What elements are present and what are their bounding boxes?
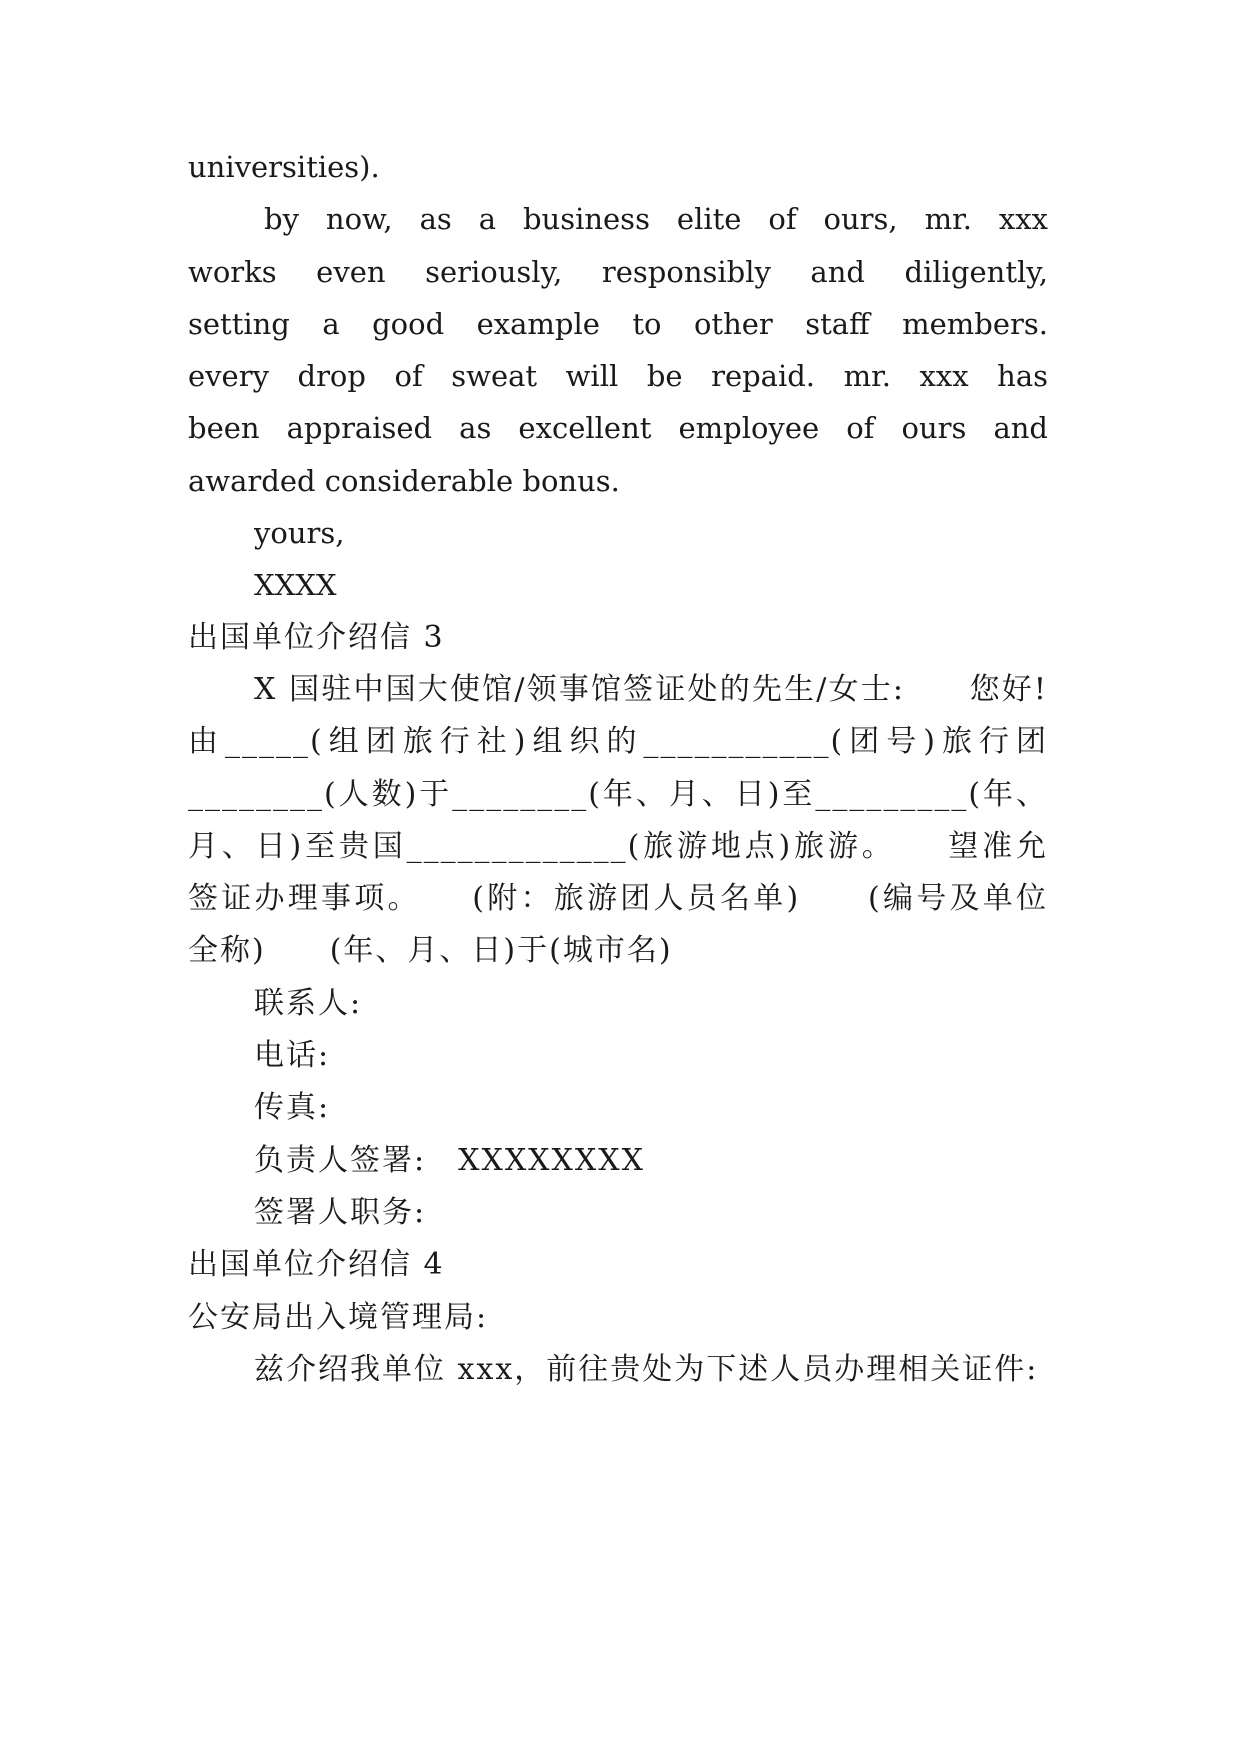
- signature-name: XXXX: [254, 568, 337, 602]
- signer-title-label: 签署人职务:: [254, 1195, 427, 1230]
- section-heading: 出国单位介绍信 3: [188, 620, 445, 655]
- text-line: been appraised as excellent employee of ours and: [188, 411, 1048, 445]
- phone-label: 电话:: [254, 1038, 331, 1073]
- text-line: X 国驻中国大使馆/领事馆签证处的先生/女士: 您好!: [254, 672, 1048, 707]
- text-line: 兹介绍我单位 xxx，前往贵处为下述人员办理相关证件:: [254, 1352, 1039, 1387]
- closing-salutation: yours,: [254, 516, 345, 550]
- text-line: setting a good example to other staff members.: [188, 307, 1048, 341]
- text-line: works even seriously, responsibly and diligently,: [188, 255, 1048, 289]
- contact-person-label: 联系人:: [254, 986, 363, 1021]
- text-line: 月、日)至贵国_____________(旅游地点)旅游。 望准允: [188, 829, 1048, 864]
- text-line: universities).: [188, 150, 380, 184]
- text-line: 签证办理事项。 (附：旅游团人员名单) (编号及单位: [188, 881, 1048, 916]
- text-line: 全称) (年、月、日)于(城市名): [188, 933, 673, 968]
- recipient-line: 公安局出入境管理局:: [188, 1300, 489, 1335]
- text-line: awarded considerable bonus.: [188, 464, 620, 498]
- text-line: by now, as a business elite of ours, mr. xxx: [264, 202, 1048, 236]
- text-line: 由_____(组团旅行社)组织的___________(团号)旅行团: [188, 724, 1048, 759]
- text-line: ________(人数)于________(年、月、日)至_________(年、: [188, 777, 1048, 812]
- fax-label: 传真:: [254, 1090, 331, 1125]
- responsible-signature-line: 负责人签署: XXXXXXXX: [254, 1143, 645, 1178]
- text-line: every drop of sweat will be repaid. mr. xxx has: [188, 359, 1048, 393]
- section-heading: 出国单位介绍信 4: [188, 1247, 445, 1282]
